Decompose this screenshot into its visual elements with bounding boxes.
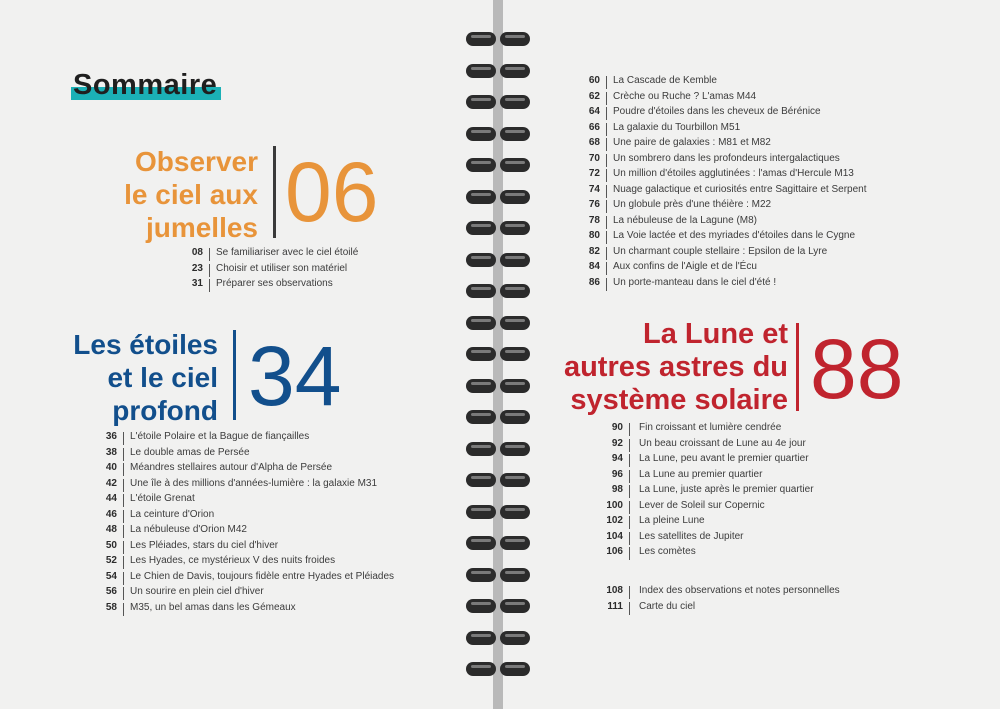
toc-entry-label: Un charmant couple stellaire : Epsilon de la Lyre xyxy=(613,245,828,257)
toc-separator xyxy=(606,138,607,151)
toc-entry-label: Fin croissant et lumière cendrée xyxy=(639,422,782,433)
toc-separator xyxy=(123,541,124,554)
toc-page-number: 92 xyxy=(611,437,623,449)
toc-separator xyxy=(123,479,124,492)
spiral-ring xyxy=(466,536,530,550)
toc-page-number: 66 xyxy=(588,121,600,133)
spiral-ring xyxy=(466,221,530,235)
toc-separator xyxy=(123,587,124,600)
spiral-ring xyxy=(466,442,530,456)
toc-separator xyxy=(629,439,630,452)
spiral-ring xyxy=(466,347,530,361)
toc-entry-label: Un million d'étoiles agglutinées : l'amas d'Hercule M13 xyxy=(613,168,854,179)
toc-entry-label: La ceinture d'Orion xyxy=(130,508,215,520)
toc-separator xyxy=(629,602,630,615)
toc-separator xyxy=(209,264,210,277)
toc-entry-label: Une paire de galaxies : M81 et M82 xyxy=(613,137,771,148)
toc-entry-label: Un globule près d'une théière : M22 xyxy=(613,199,772,210)
toc-page-number: 102 xyxy=(606,515,623,526)
toc-page-number: 54 xyxy=(105,570,117,582)
toc-separator xyxy=(123,432,124,445)
toc-page-number: 48 xyxy=(105,524,117,535)
toc-entry-label: La Lune, peu avant le premier quartier xyxy=(639,453,809,464)
toc-page-number: 84 xyxy=(588,261,600,272)
section-divider xyxy=(233,330,236,420)
toc-separator xyxy=(629,586,630,599)
toc-separator xyxy=(123,510,124,523)
toc-entry-label: La Cascade de Kemble xyxy=(613,75,717,86)
toc-entry-label: La nébuleuse d'Orion M42 xyxy=(130,524,247,535)
toc-separator xyxy=(606,92,607,105)
toc-entry-label: Les comètes xyxy=(639,546,696,557)
toc-separator xyxy=(606,200,607,213)
toc-entry-label: La Lune, juste après le premier quartier xyxy=(639,484,814,495)
spiral-ring xyxy=(466,568,530,582)
toc-separator xyxy=(606,76,607,89)
toc-entry-label: Poudre d'étoiles dans les cheveux de Bérénice xyxy=(613,106,821,117)
toc-entry-label: Carte du ciel xyxy=(639,600,696,612)
spiral-ring xyxy=(466,95,530,109)
toc-entry-label: Un porte-manteau dans le ciel d'été ! xyxy=(613,276,777,288)
toc-separator xyxy=(606,154,607,167)
toc-page-number: 58 xyxy=(105,601,117,613)
toc-entry-label: Aux confins de l'Aigle et de l'Écu xyxy=(613,261,757,272)
section-title-line: jumelles xyxy=(145,212,258,243)
toc-separator xyxy=(123,556,124,569)
toc-page-number: 74 xyxy=(588,183,600,195)
spiral-ring xyxy=(466,473,530,487)
toc-page-number: 100 xyxy=(606,499,623,511)
section-number-lune: 88 xyxy=(810,322,904,416)
toc-page-number: 68 xyxy=(588,137,600,148)
toc-entry-label: Lever de Soleil sur Copernic xyxy=(639,499,765,511)
toc-separator xyxy=(629,423,630,436)
toc-entry-label: L'étoile Grenat xyxy=(130,493,195,504)
toc-page-number: 86 xyxy=(588,276,600,288)
toc-page-number: 104 xyxy=(606,530,623,542)
toc-page-number: 46 xyxy=(105,508,117,520)
toc-separator xyxy=(123,463,124,476)
spiral-ring xyxy=(466,316,530,330)
spiral-ring xyxy=(466,284,530,298)
section-divider xyxy=(273,146,276,238)
toc-page-number: 108 xyxy=(606,585,623,596)
toc-entry-label: Le double amas de Persée xyxy=(130,446,250,458)
toc-page-number: 42 xyxy=(105,477,117,489)
toc-page-number: 60 xyxy=(588,75,600,86)
toc-separator xyxy=(606,262,607,275)
toc-page-number: 44 xyxy=(105,493,117,504)
section-title-jumelles xyxy=(124,145,258,244)
toc-entry-label: La Lune au premier quartier xyxy=(639,468,763,480)
page-title: Sommaire xyxy=(73,69,218,101)
toc-page-number: 90 xyxy=(611,422,623,433)
spiral-ring xyxy=(466,379,530,393)
toc-entry-label: Crèche ou Ruche ? L'amas M44 xyxy=(613,90,757,102)
spiral-ring xyxy=(466,158,530,172)
toc-separator xyxy=(123,448,124,461)
toc-entry-label: Se familiariser avec le ciel étoilé xyxy=(216,247,359,258)
toc-separator xyxy=(606,216,607,229)
toc-page-number: 96 xyxy=(611,468,623,480)
spiral-ring xyxy=(466,410,530,424)
toc-separator xyxy=(123,525,124,538)
toc-page-number: 64 xyxy=(588,106,600,117)
toc-page-number: 50 xyxy=(105,539,117,551)
toc-page-number: 111 xyxy=(607,600,623,612)
toc-page-number: 72 xyxy=(588,168,600,179)
toc-page-number: 31 xyxy=(191,278,203,289)
section-title-lune xyxy=(564,318,788,417)
spiral-ring xyxy=(466,505,530,519)
spiral-ring xyxy=(466,599,530,613)
toc-entry-label: Un beau croissant de Lune au 4e jour xyxy=(639,437,806,449)
toc-separator xyxy=(123,603,124,616)
toc-page-number: 40 xyxy=(105,462,117,473)
contents-heading xyxy=(73,69,217,102)
toc-separator xyxy=(606,123,607,136)
toc-page-number: 38 xyxy=(105,446,117,458)
toc-separator xyxy=(629,470,630,483)
toc-separator xyxy=(209,279,210,292)
toc-page-number: 52 xyxy=(105,555,117,566)
section-title-line: Observer xyxy=(135,146,258,177)
toc-separator xyxy=(123,494,124,507)
toc-separator xyxy=(209,248,210,261)
section-title-line: le ciel aux xyxy=(124,179,258,210)
toc-page-number: 23 xyxy=(191,262,203,274)
spiral-ring xyxy=(466,64,530,78)
toc-entry-label: Le Chien de Davis, toujours fidèle entre Hyades et Pléiades xyxy=(130,570,395,582)
section-divider xyxy=(796,323,799,411)
toc-entry-label: Les Pléiades, stars du ciel d'hiver xyxy=(130,539,279,551)
toc-page-number: 76 xyxy=(588,199,600,210)
toc-entry-label: M35, un bel amas dans les Gémeaux xyxy=(130,601,296,613)
toc-page-number: 62 xyxy=(588,90,600,102)
toc-page-number: 56 xyxy=(105,586,117,597)
section-title-line: système solaire xyxy=(570,384,788,416)
toc-page-number: 106 xyxy=(606,546,623,557)
spiral-ring xyxy=(466,127,530,141)
section-title-etoiles xyxy=(73,328,218,427)
toc-page-number: 94 xyxy=(611,453,623,464)
section-number-etoiles: 34 xyxy=(248,329,342,423)
toc-separator xyxy=(629,547,630,560)
toc-separator xyxy=(629,532,630,545)
toc-entry-label: Choisir et utiliser son matériel xyxy=(216,262,348,274)
toc-entry-label: La pleine Lune xyxy=(639,515,705,526)
spiral-ring xyxy=(466,662,530,676)
toc-entry-label: Les Hyades, ce mystérieux V des nuits froides xyxy=(130,555,336,566)
toc-separator xyxy=(606,231,607,244)
toc-entry-label: Index des observations et notes personnelles xyxy=(639,585,840,596)
toc-page-number: 36 xyxy=(105,431,117,442)
toc-entry-label: La galaxie du Tourbillon M51 xyxy=(613,121,741,133)
section-title-line: profond xyxy=(112,395,218,426)
toc-entry-label: Méandres stellaires autour d'Alpha de Persée xyxy=(130,462,333,473)
toc-entry-label: La nébuleuse de la Lagune (M8) xyxy=(613,214,757,226)
section-title-line: et le ciel xyxy=(107,362,218,393)
section-number-jumelles: 06 xyxy=(285,145,379,239)
toc-separator xyxy=(629,485,630,498)
spiral-ring xyxy=(466,631,530,645)
toc-separator xyxy=(629,501,630,514)
toc-entry-label: Préparer ses observations xyxy=(216,278,333,289)
toc-entry-label: Un sombrero dans les profondeurs intergalactiques xyxy=(613,152,840,164)
toc-entry-label: Une île à des millions d'années-lumière : la galaxie M31 xyxy=(130,477,378,489)
toc-entry-label: Un sourire en plein ciel d'hiver xyxy=(130,586,264,597)
toc-page-number: 78 xyxy=(588,214,600,226)
toc-separator xyxy=(606,169,607,182)
toc-separator xyxy=(123,572,124,585)
toc-page-number: 08 xyxy=(191,247,203,258)
spiral-ring xyxy=(466,253,530,267)
spiral-ring xyxy=(466,190,530,204)
section-title-line: La Lune et xyxy=(642,318,788,350)
toc-page-number: 80 xyxy=(588,230,600,241)
toc-page-number: 82 xyxy=(588,245,600,257)
toc-page-number: 98 xyxy=(611,484,623,495)
toc-entry-label: L'étoile Polaire et la Bague de fiançailles xyxy=(130,431,310,442)
toc-separator xyxy=(606,107,607,120)
section-title-line: Les étoiles xyxy=(73,329,218,360)
toc-entry-label: Les satellites de Jupiter xyxy=(639,530,744,542)
toc-entry-label: Nuage galactique et curiosités entre Sagittaire et Serpent xyxy=(613,183,867,195)
toc-separator xyxy=(606,247,607,260)
toc-page-number: 70 xyxy=(588,152,600,164)
toc-separator xyxy=(606,185,607,198)
toc-separator xyxy=(629,516,630,529)
section-title-line: autres astres du xyxy=(563,351,788,383)
toc-separator xyxy=(629,454,630,467)
toc-separator xyxy=(606,278,607,291)
spiral-ring xyxy=(466,32,530,46)
toc-entry-label: La Voie lactée et des myriades d'étoiles dans le Cygne xyxy=(613,230,856,241)
